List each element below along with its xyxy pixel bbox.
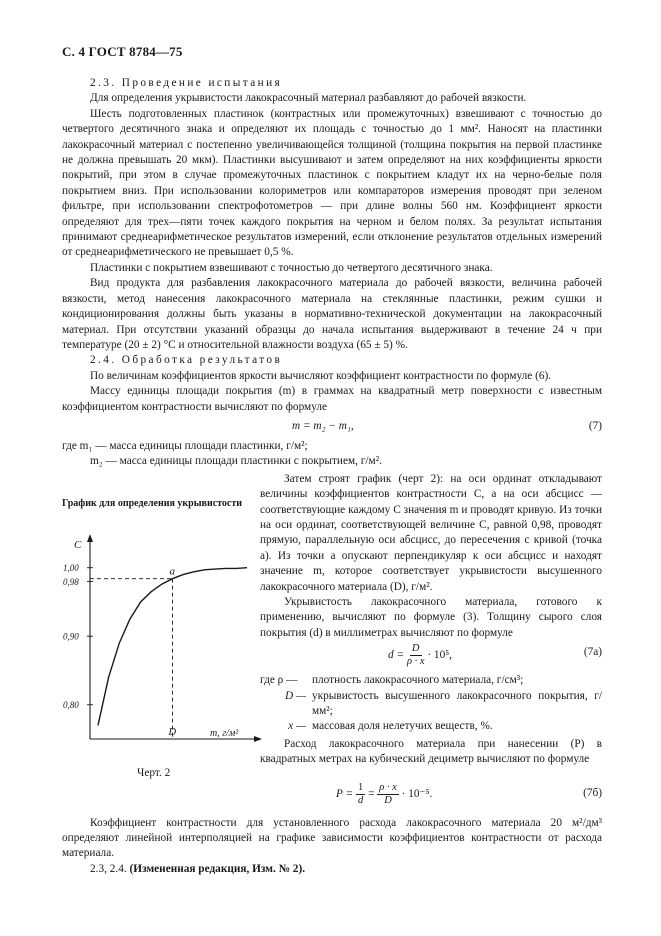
bottom-block xyxy=(62,816,602,878)
formula-7b-equals: = xyxy=(368,787,375,800)
legend-symbol: D — xyxy=(284,689,306,702)
where-line-2 xyxy=(62,454,602,469)
formula-7a-tail: · 10⁵, xyxy=(427,649,452,662)
formula-7-expression: m = m₂ − m₁, xyxy=(292,419,354,432)
y-tick-label: 0,90 xyxy=(63,631,79,642)
formula-7b-tail: · 10⁻⁵. xyxy=(401,787,433,800)
formula-7a-numerator: D xyxy=(411,643,420,655)
y-tick-label: 1,00 xyxy=(63,562,79,573)
paragraph: Затем строят график (черт 2): на оси ординат откладывают величины коэффициентов контрастности C, а на оси абсцисс — соответствующие каждому C значения m и проводят кривую. Из точки на оси ординат, соответствующей величине C, равной 0,98, проводят прямую, параллельную оси абсцисс, до пересечения с кривой (точка a). Из точки a опускают перпендикуляр к оси абсцисс и находят значение m, которое соответствует укрывистости высушенного лакокрасочного материала (D), г/м². xyxy=(260,472,602,593)
amendment-text: (Измененная редакция, Изм. № 2). xyxy=(129,862,306,875)
formula-7b-denominator-1: d xyxy=(357,794,364,806)
paragraph: Массу единицы площади покрытия (m) в граммах на квадратный метр поверхности с известным коэффициентом контрастности вычисляют по формуле xyxy=(62,385,602,413)
formula-7b-number: (7б) xyxy=(583,786,602,799)
paragraph: Вид продукта для разбавления лакокрасочного материала до рабочей вязкости, величина рабочей вязкости, метод нанесения лакокрасочного материала на стеклянные пластинки, режим сушки и кондиционирования должны быть указаны в нормативно-технической документации на лакокрасочный материал. При отсутствии указаний образцы до начала испытания выдерживают в течение 24 ч при температуре (20 ± 2) °С и относительной влажности воздуха (65 ± 5) %. xyxy=(62,277,602,351)
formula-legend xyxy=(260,673,602,735)
formula-7b-expression xyxy=(336,782,432,807)
formula-7 xyxy=(62,417,602,437)
figure-title: График для определения укрывистости xyxy=(62,497,243,509)
d-tick-label: D xyxy=(168,726,177,738)
paragraph: Расход лакокрасочного материала при нанесении (P) в квадратных метрах на кубический дециметр вычисляют по формуле xyxy=(260,737,602,766)
legend-row-rho xyxy=(260,673,602,688)
formula-7b-fraction-2 xyxy=(377,782,399,807)
formula-7b-fraction-1 xyxy=(356,782,365,807)
formula-7b-numerator-2: ρ · x xyxy=(379,781,397,793)
legend-text: массовая доля нелетучих веществ, %. xyxy=(312,720,493,733)
y-axis-label: C xyxy=(74,538,82,551)
y-tick-label: 0,80 xyxy=(63,699,79,710)
formula-7a-fraction xyxy=(407,643,425,668)
amendment-note xyxy=(62,862,602,877)
figure-and-text xyxy=(62,472,602,812)
amendment-ref: 2.3, 2.4. xyxy=(90,862,127,875)
formula-7a xyxy=(260,641,602,671)
paragraph: По величинам коэффициентов яркости вычисляют коэффициент контрастности по формуле (6). xyxy=(90,369,552,382)
section-heading-2-4: 2.4. Обработка результатов xyxy=(90,354,283,367)
paragraph: Пластинки с покрытием взвешивают с точностью до четвертого десятичного знака. xyxy=(90,261,493,274)
formula-7b-lhs: P = xyxy=(336,787,354,800)
legend-symbol: где ρ — xyxy=(260,674,298,687)
formula-7-number: (7) xyxy=(588,419,602,432)
where-line-2-text: m₂ — масса единицы площади пластинки с покрытием, г/м². xyxy=(90,455,382,468)
legend-row-x xyxy=(260,719,602,734)
right-column xyxy=(260,472,602,812)
y-tick-label: 0,98 xyxy=(63,576,79,587)
formula-7a-number: (7а) xyxy=(583,646,602,659)
where-line-1: где m₁ — масса единицы площади пластинки, г/м²; xyxy=(62,439,308,452)
formula-7a-lhs: d = xyxy=(388,649,405,662)
formula-7b-numerator-1: 1 xyxy=(357,781,364,793)
y-axis-arrow xyxy=(87,534,93,542)
paragraph: Для определения укрывистости лакокрасочный материал разбавляют до рабочей вязкости. xyxy=(90,92,527,105)
y-ticks xyxy=(63,563,93,710)
document-body xyxy=(62,76,602,877)
figure-caption: Черт. 2 xyxy=(137,766,171,779)
section-heading-2-3: 2.3. Проведение испытания xyxy=(90,77,283,89)
point-a-label: a xyxy=(169,565,175,578)
coverage-chart xyxy=(62,524,262,754)
paragraph: Коэффициент контрастности для установленного расхода лакокрасочного материала 20 м²/дм³ определяют линейной интерполяцией на графике зависимости коэффициентов контрастности от расхода материала. xyxy=(62,816,602,860)
x-axis-arrow xyxy=(254,736,262,742)
legend-text: укрывистость высушенного лакокрасочного покрытия, г/мм²; xyxy=(312,689,602,718)
paragraph: Шесть подготовленных пластинок (контрастных или промежуточных) взвешивают с точностью до четвертого десятичного знака и определяют их площадь с точностью до 1 мм². Наносят на пластинки лакокрасочный материал с постепенно увеличивающейся толщиной (толщина покрытия на первой пластинке не должна превышать 20 мкм). Пластинки высушивают и затем определяют на них коэффициенты яркости покрытий, при этом в случае промежуточных пластинок с покрытием кладут их на черно-белые поля покрытием вниз. При использовании колориметров или компараторов измерения проводят при зеленом фильтре, при использовании спектрофотометров — при длине волны 560 нм. Коэффициент яркости определяют для трех—пяти точек каждого покрытия на черном и белом полях. За результат испытания принимают среднеарифметическое результатов измерений, если отклонение результатов отдельных измерений от среднеарифметического не превышает 0,5 %. xyxy=(62,107,602,259)
legend-text: плотность лакокрасочного материала, г/см³; xyxy=(312,674,524,687)
formula-7a-expression xyxy=(388,643,452,668)
page-header: С. 4 ГОСТ 8784—75 xyxy=(62,44,183,59)
legend-row-d xyxy=(260,689,602,720)
x-axis-label: m, г/м² xyxy=(210,727,239,739)
formula-7b-denominator-2: D xyxy=(384,794,392,806)
paragraph: Укрывистость лакокрасочного материала, готового к применению, вычисляют по формуле (3). Толщину сырого слоя покрытия (d) в миллиметрах вычисляют по формуле xyxy=(260,596,602,639)
formula-7a-denominator: ρ · x xyxy=(406,656,425,668)
formula-7b xyxy=(260,774,602,812)
legend-symbol: x — xyxy=(288,720,306,733)
